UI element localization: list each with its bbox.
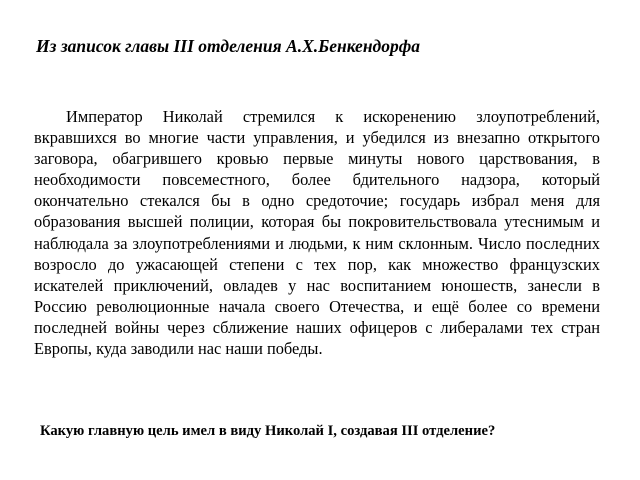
document-title: Из записок главы III отделения А.Х.Бенкендорфа [36, 36, 421, 56]
question-text: Какую главную цель имел в виду Николай I, создавая III отделение? [40, 423, 496, 439]
document-paragraph: Император Николай стремился к искоренению злоупотреблений, вкравшихся во многие части управления, и убедился из внезапно открытого заговора, обагрившего кровью первые минуты нового царствования, в необходимости повсеместного, более бдительного надзора, который окончательно стекался бы в одно средоточие; государь избрал меня для образования высшей полиции, которая бы покровительствовала утеснимым и наблюдала за злоупотреблениями и людьми, к ним склонным. Число последних возросло до ужасающей степени с тех пор, как множество французских искателей приключений, овладев у нас воспитанием юношеств, занесли в Россию революционные начала своего Отечества, и ещё более со времени последней войны через сближение наших офицеров с либералами тех стран Европы, куда заводили нас наши победы. [34, 107, 600, 359]
